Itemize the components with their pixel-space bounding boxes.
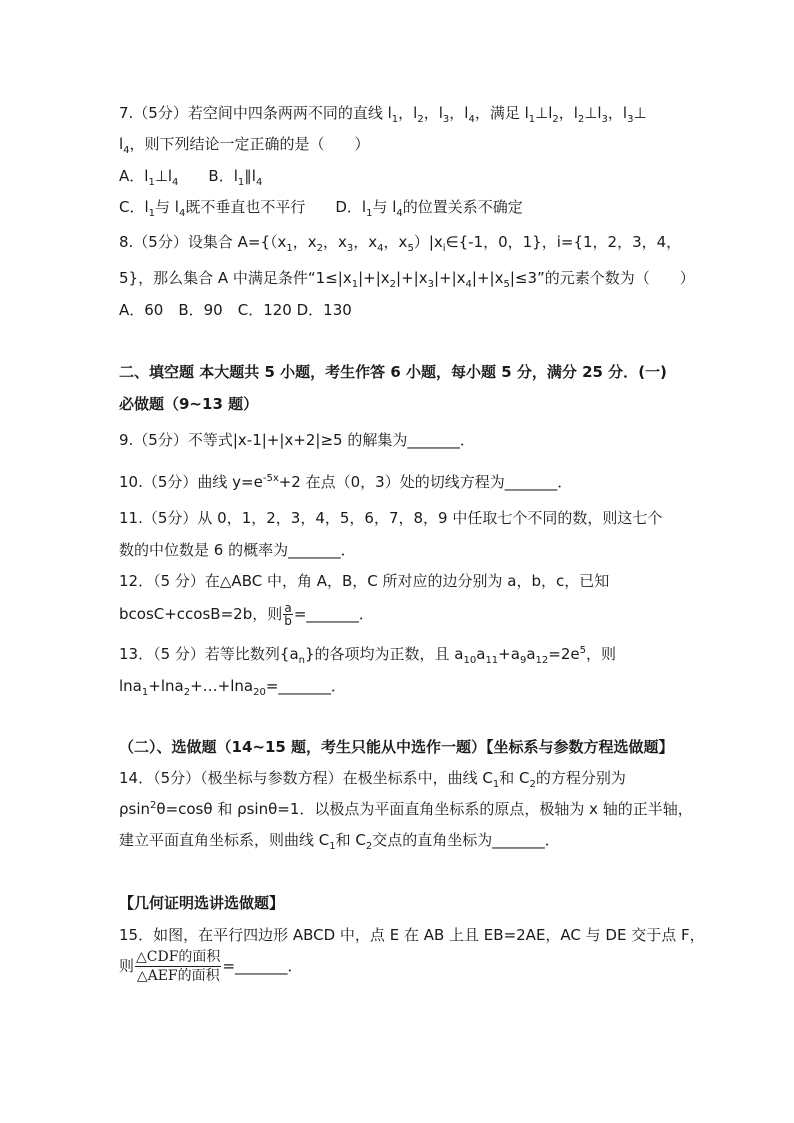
q15-fraction: $\frac{\text{△CDF的面积}}{\text{△AEF的面积}}$ (136, 949, 221, 984)
q14-line2: ρsin$^2$θ=cosθ 和 ρsinθ=1．以极点为平面直角坐标系的原点，极轴为 x 轴的正半轴， (119, 800, 693, 818)
q13-line1: 13．（5 分）若等比数列$\{a_n\}$的各项均为正数，且 $a_{10}a_{11}+a_9a_{12}=2e^5$，则 (119, 645, 616, 666)
q8-options: A．60 B．90 C．120 D．130 (119, 301, 352, 319)
q10: 10.（5分）曲线 $y=e^{-5x}+2$ 在点（0，3）处的切线方程为_______． (119, 473, 573, 491)
q9: 9.（5分）不等式|x-1|+|x+2|≥5 的解集为_______． (119, 431, 475, 449)
q13-line2: lna$_1$+lna$_2$+…+lna$_{20}$=_______． (119, 677, 346, 698)
section-fill-in-heading: 二、填空题 本大题共 5 小题，考生作答 6 小题，每小题 5 分，满分 25 分．(一) (119, 363, 667, 381)
q15-line1: 15．如图，在平行四边形 ABCD 中，点 E 在 AB 上且 EB=2AE，AC 与 DE 交于点 F， (119, 926, 705, 944)
q8-line1: 8.（5分）设集合 $A=\{(x_1$，$x_2$，$x_3$，$x_4$，$x_5)|x_i\in\{-1$，0，1}，i={1，2，3，4， (119, 233, 682, 254)
q15-line2: 则 $\frac{\text{△CDF的面积}}{\text{△AEF的面积}}$ =_______． (119, 949, 303, 984)
q14-line3: 建立平面直角坐标系，则曲线 $C_1$和 $C_2$交点的直角坐标为_______． (119, 831, 560, 852)
q7-options-cd: C．$l_1$与 $l_4$既不垂直也不平行 D．$l_1$与 $l_4$的位置关系不确定 (119, 198, 523, 219)
q14-line1: 14．（5分）（极坐标与参数方程）在极坐标系中，曲线 $C_1$和 $C_2$的方程分别为 (119, 769, 626, 790)
q7-line1: 7.（5分）若空间中四条两两不同的直线 $l_1$，$l_2$，$l_3$，$l_4$，满足 $l_1\perp l_2$，$l_2\perp l_3$，$l_3\perp$ (119, 104, 647, 125)
section-geometry-heading: 【几何证明选讲选做题】 (119, 894, 285, 912)
q11-line1: 11.（5分）从 0，1，2，3，4，5，6，7，8，9 中任取七个不同的数，则这七个 (119, 509, 663, 527)
q12-line1: 12．（5 分）在△ABC 中，角 A，B，C 所对应的边分别为 a，b，c，已知 (119, 572, 610, 590)
section-required-heading: 必做题（9~13 题） (119, 395, 259, 413)
q8-line2: 5}，那么集合 A 中满足条件“$1\le|x_1|+|x_2|+|x_3|+|x_4|+|x_5|\le 3$”的元素个数为（ ） (119, 269, 695, 290)
q12-line2: bcosC+ccosB=2b，则 $\frac{a}{b}$ =_______． (119, 601, 374, 628)
q11-line2: 数的中位数是 6 的概率为_______． (119, 541, 356, 559)
section-optional-heading: （二）、选做题（14~15 题，考生只能从中选作一题）【坐标系与参数方程选做题】 (119, 738, 674, 756)
q12-fraction: $\frac{a}{b}$ (284, 601, 292, 628)
q7-line2: $l_4$，则下列结论一定正确的是（ ） (119, 135, 370, 156)
q7-options-ab: A．$l_1\perp l_4$ B．$l_1\parallel l_4$ (119, 167, 263, 188)
